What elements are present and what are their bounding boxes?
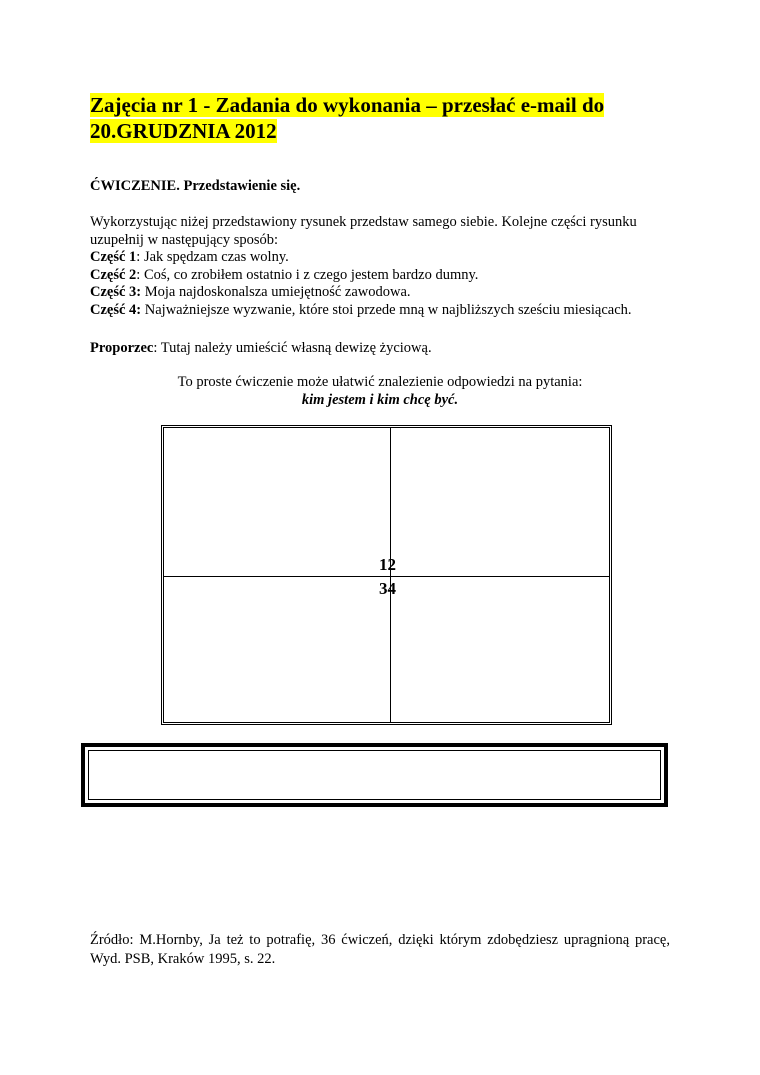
part-3-label: Część 3: — [90, 284, 142, 300]
part-4 — [90, 302, 632, 318]
title-line-2: 20.GRUDZNIA 2012 — [90, 119, 277, 143]
exercise-heading: ĆWICZENIE. Przedstawienie się. — [90, 178, 301, 194]
exercise-intro: Wykorzystując niżej przedstawiony rysunek przedstaw samego siebie. Kolejne części rysunku uzupełnij w następujący sposób: — [90, 214, 637, 248]
motto-banner-inner — [88, 750, 661, 800]
motto-banner-box — [81, 743, 668, 807]
part-1-sep: : — [136, 249, 144, 265]
part-3-text: Moja najdoskonalsza umiejętność zawodowa. — [144, 284, 411, 300]
part-1 — [90, 249, 289, 265]
part-2-text: Coś, co zrobiłem ostatnio i z czego jestem bardzo dumny. — [143, 266, 479, 283]
part-3 — [90, 284, 411, 300]
grid-horizontal-divider — [164, 576, 609, 577]
part-1-label: Część 1 — [90, 249, 137, 265]
hint-question: kim jestem i kim chcę być. — [301, 392, 459, 408]
motto-text: : Tutaj należy umieścić własną dewizę życiową. — [153, 340, 432, 356]
exercise-instructions — [90, 214, 680, 319]
grid-vertical-divider — [390, 428, 391, 722]
source-citation: Źródło: M.Hornby, Ja też to potrafię, 36 ćwiczeń, dzięki którym zdobędziesz upragnioną pracę, Wyd. PSB, Kraków 1995, s. 22. — [90, 932, 670, 967]
part-2-label: Część 2 — [90, 266, 137, 283]
title-line-1: Zajęcia nr 1 - Zadania do wykonania – przesłać e-mail do — [90, 93, 605, 117]
part-2 — [90, 267, 478, 283]
hint-line: To proste ćwiczenie może ułatwić znalezienie odpowiedzi na pytania: — [177, 374, 583, 390]
motto-label: Proporzec — [90, 340, 154, 356]
grid-numbers-bottom: 34 — [379, 579, 396, 598]
part-4-text: Najważniejsze wyzwanie, które stoi przede mną w najbliższych sześciu miesiącach. — [144, 301, 632, 318]
document-title — [90, 92, 690, 144]
part-1-text: Jak spędzam czas wolny. — [143, 249, 289, 265]
part-4-label: Część 4: — [90, 301, 142, 318]
grid-numbers-top: 12 — [379, 555, 396, 574]
part-2-sep: : — [136, 266, 144, 283]
motto-instruction — [90, 340, 680, 358]
four-part-drawing-grid — [161, 425, 612, 725]
